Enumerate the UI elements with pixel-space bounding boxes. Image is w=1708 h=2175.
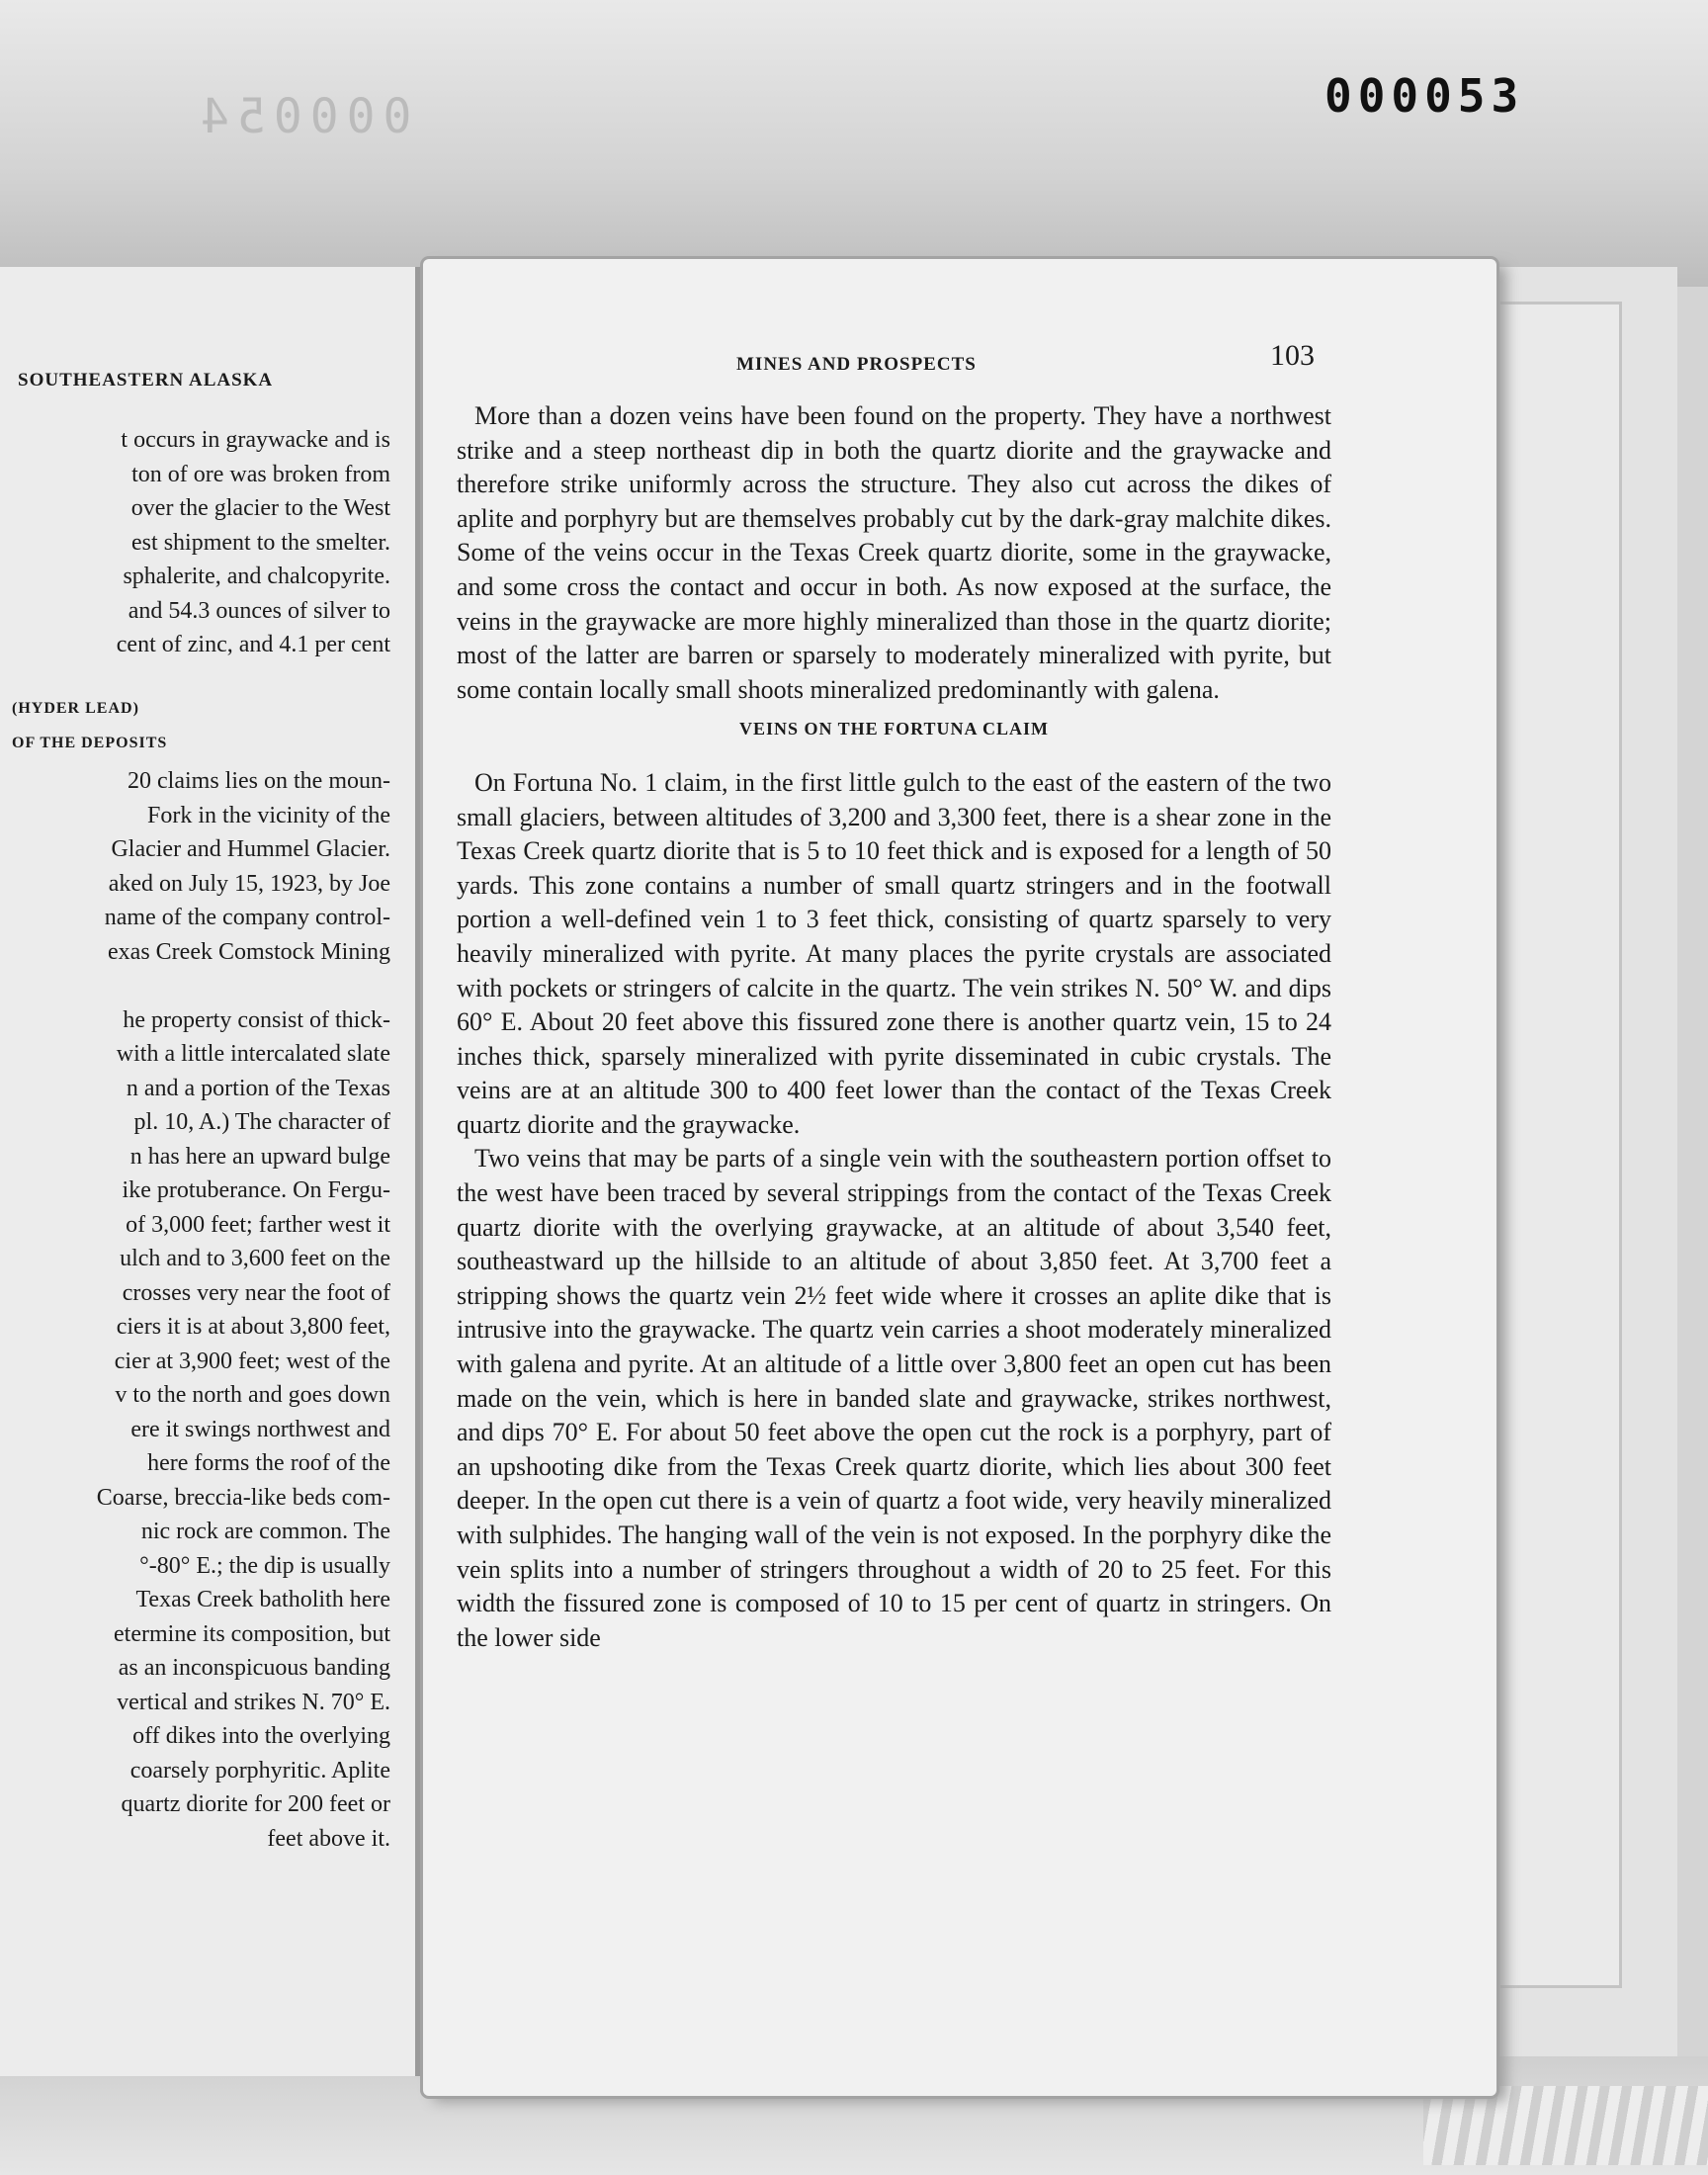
left-text-line: he property consist of thick- xyxy=(123,1006,390,1033)
mirrored-document-number: 000054 xyxy=(193,89,412,144)
right-page-body xyxy=(457,399,1331,1655)
left-text-line: over the glacier to the West xyxy=(130,495,390,521)
paragraph-veins-overview: More than a dozen veins have been found on the property. They have a northwest strike and a steep northeast dip in both the quartz diorite and the graywacke and therefore strike uniformly across the structure. They also cut across the dikes of aplite and porphyry but are themselves probably cut by the dark-gray malchite dikes. Some of the veins occur in the Texas Creek quartz diorite, some in the graywacke, and some cross the contact and occur in both. As now exposed at the surface, the veins in the graywacke are more highly mineralized than those in the quartz diorite; most of the latter are barren or sparsely to moderately mineralized with pyrite, but some contain locally small shoots mineralized predominantly with galena. xyxy=(457,401,1331,704)
left-text-line: quartz diorite for 200 feet or xyxy=(121,1791,390,1817)
left-text-line: v to the north and goes down xyxy=(115,1382,390,1408)
left-text-line: ulch and to 3,600 feet on the xyxy=(120,1246,390,1271)
document-number-stamp: 000053 xyxy=(1324,69,1525,123)
left-text-line xyxy=(0,973,390,1007)
left-text-line: cent of zinc, and 4.1 per cent xyxy=(116,632,390,657)
paragraph-two-veins: Two veins that may be parts of a single vein with the southeastern portion offset to the west have been traced by several strippings from the contact of the Texas Creek quartz diorite with the overlying graywacke, at an altitude of about 3,540 feet, southeastward up the hillside to an altitude of about 3,850 feet. At 3,700 feet a stripping shows the quartz vein 2½ feet wide where it crosses an aplite dike that is intrusive into the graywacke. The quartz vein carries a shoot moderately mineralized with galena and pyrite. At an altitude of a little over 3,800 feet an open cut has been made on the vein, which is here in banded slate and graywacke, strikes northwest, and dips 70° E. For about 50 feet above the open cut the rock is a porphyry, part of an upshooting dike from the Texas Creek quartz diorite, which lies about 300 feet deeper. In the open cut there is a vein of quartz a foot wide, very heavily mineralized with sulphides. The hanging wall of the vein is not exposed. In the porphyry dike the vein splits into a number of stringers throughout a width of 20 to 25 feet. For this width the fissured zone is composed of 10 to 15 per cent of quartz in stringers. On the lower side xyxy=(457,1144,1331,1652)
page-stack-fringe xyxy=(1423,2086,1708,2165)
left-text-line: t occurs in graywacke and is xyxy=(121,427,390,453)
left-text-line: ton of ore was broken from xyxy=(131,461,390,487)
left-text-line: and 54.3 ounces of silver to xyxy=(128,597,390,624)
left-text-line: name of the company control- xyxy=(104,905,390,930)
page-number: 103 xyxy=(1270,339,1315,372)
section-heading: VEINS ON THE FORTUNA CLAIM xyxy=(738,719,1050,740)
left-text-line: pl. 10, A.) The character of xyxy=(133,1109,390,1135)
left-text-line: Coarse, breccia-like beds com- xyxy=(96,1484,390,1511)
left-text-line: Fork in the vicinity of the xyxy=(147,802,390,828)
left-text-line: feet above it. xyxy=(267,1825,390,1852)
left-text-line: Texas Creek batholith here xyxy=(135,1587,390,1612)
left-text-line: Glacier and Hummel Glacier. xyxy=(111,836,390,862)
left-text-line: 20 claims lies on the moun- xyxy=(128,768,390,794)
left-text-line: etermine its composition, but xyxy=(114,1620,390,1647)
left-text-line: crosses very near the foot of xyxy=(122,1279,390,1306)
left-text-line: cier at 3,900 feet; west of the xyxy=(114,1348,390,1374)
left-text-line: n and a portion of the Texas xyxy=(126,1075,390,1101)
left-text-line: ere it swings northwest and xyxy=(130,1416,390,1442)
left-section-heading: (HYDER LEAD) xyxy=(12,700,139,717)
left-page-text xyxy=(0,427,390,1860)
right-running-head: MINES AND PROSPECTS xyxy=(736,354,977,375)
left-text-line: here forms the roof of the xyxy=(147,1450,390,1476)
paragraph-fortuna-claim: On Fortuna No. 1 claim, in the first little gulch to the east of the eastern of the two small glaciers, between altitudes of 3,200 and 3,300 feet, there is a shear zone in the Texas Creek quartz diorite that is 5 to 10 feet thick and is exposed for a length of 50 yards. This zone contains a number of small quartz stringers and in the footwall portion a well-defined vein 1 to 3 feet thick, consisting of quartz sparsely to very heavily mineralized with pyrite. At many places the pyrite crystals are associated with pockets or stringers of calcite in the quartz. The vein strikes N. 50° W. and dips 60° E. About 20 feet above this fissured zone there is another quartz vein, 15 to 24 inches thick, sparsely mineralized with pyrite disseminated in cubic crystals. The veins are at an altitude 300 to 400 feet lower than the contact of the Texas Creek quartz diorite and the graywacke. xyxy=(457,767,1331,1139)
left-text-line: ike protuberance. On Fergu- xyxy=(122,1177,390,1203)
left-text-line: °-80° E.; the dip is usually xyxy=(139,1552,390,1579)
left-text-line: of 3,000 feet; farther west it xyxy=(126,1211,390,1238)
left-page xyxy=(0,267,421,2076)
left-text-line: off dikes into the overlying xyxy=(132,1723,390,1749)
left-section-heading: OF THE DEPOSITS xyxy=(12,734,168,751)
left-text-line: sphalerite, and chalcopyrite. xyxy=(123,564,390,589)
left-text-line: nic rock are common. The xyxy=(140,1519,390,1544)
left-text-line: n has here an upward bulge xyxy=(129,1143,390,1170)
left-text-line: aked on July 15, 1923, by Joe xyxy=(108,870,390,897)
left-text-line: as an inconspicuous banding xyxy=(118,1655,390,1681)
left-running-head: SOUTHEASTERN ALASKA xyxy=(18,370,274,391)
left-text-line: ciers it is at about 3,800 feet, xyxy=(116,1314,390,1340)
left-text-line: exas Creek Comstock Mining xyxy=(108,938,390,965)
left-text-line: vertical and strikes N. 70° E. xyxy=(117,1689,390,1715)
left-text-line: coarsely porphyritic. Aplite xyxy=(129,1757,390,1784)
left-text-line xyxy=(0,666,390,701)
left-text-line: with a little intercalated slate xyxy=(116,1041,390,1067)
left-text-line: est shipment to the smelter. xyxy=(131,529,390,556)
page-stack-edge-inner xyxy=(1500,302,1622,1988)
